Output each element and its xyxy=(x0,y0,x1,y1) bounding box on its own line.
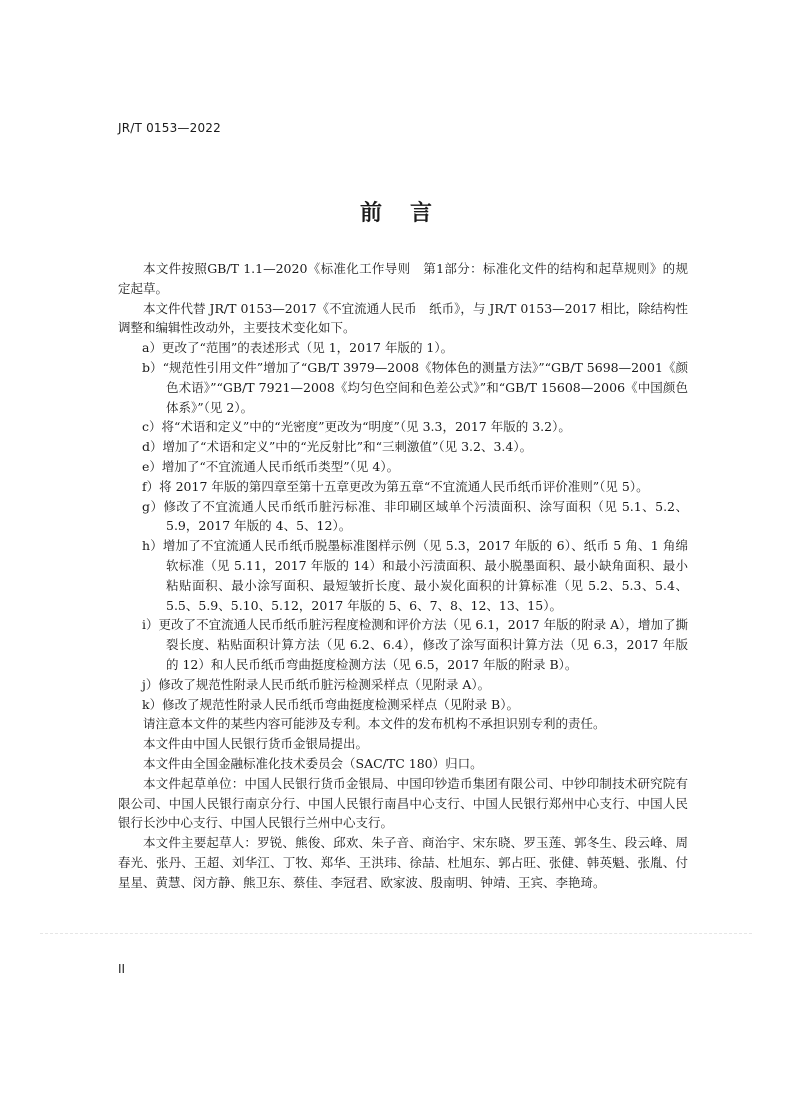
standard-code: JR/T 0153—2022 xyxy=(118,121,221,135)
foreword-body xyxy=(118,259,688,893)
patent-notice: 请注意本文件的某些内容可能涉及专利。本文件的发布机构不承担识别专利的责任。 xyxy=(143,716,606,732)
change-item: c）将“术语和定义”中的“光密度”更改为“明度”（见 3.3，2017 年版的 3.2）。 xyxy=(142,419,571,435)
intro-paragraph: 本文件代替 JR/T 0153—2017《不宜流通人民币 纸币》，与 JR/T 0153—2017 相比，除结构性调整和编辑性改动外，主要技术变化如下。 xyxy=(118,300,688,336)
proposer-paragraph: 本文件由中国人民银行货币金银局提出。 xyxy=(143,736,369,752)
change-item: a）更改了“范围”的表述形式（见 1，2017 年版的 1）。 xyxy=(142,340,454,356)
changes-list xyxy=(118,338,688,714)
drafting-units-paragraph: 本文件起草单位：中国人民银行货币金银局、中国印钞造币集团有限公司、中钞印制技术研究院有限公司、中国人民银行南京分行、中国人民银行南昌中心支行、中国人民银行郑州中心支行、中国人民银行长沙中心支行、中国人民银行兰州中心支行。 xyxy=(118,775,688,831)
change-item: j）修改了规范性附录人民币纸币脏污检测采样点（见附录 A）。 xyxy=(142,676,491,692)
change-item: d）增加了“术语和定义”中的“光反射比”和“三刺激值”（见 3.2、3.4）。 xyxy=(142,439,533,455)
drafters-paragraph: 本文件主要起草人：罗锐、熊俊、邱欢、朱子音、商治宇、宋东晓、罗玉莲、郭冬生、段云峰、周春光、张丹、王超、刘华江、丁牧、郑华、王洪玮、徐喆、杜旭东、郭占旺、张健、韩英魁、张胤、付星星、黄慧、闵方静、熊卫东、蔡佳、李冠君、欧家波、殷南明、钟靖、王宾、李艳琦。 xyxy=(118,835,688,890)
change-item: k）修改了规范性附录人民币纸币弯曲挺度检测采样点（见附录 B）。 xyxy=(142,696,519,712)
change-item: g）修改了不宜流通人民币纸币脏污标准、非印刷区域单个污渍面积、涂写面积（见 5.1、5.2、5.9，2017 年版的 4、5、12）。 xyxy=(142,498,688,534)
change-item: i）更改了不宜流通人民币纸币脏污程度检测和评价方法（见 6.1，2017 年版的附录 A），增加了撕裂长度、粘贴面积计算方法（见 6.2、6.4），修改了涂写面积计算方法（见 6.3，2017 年版的 12）和人民币纸币弯曲挺度检测方法（见 6.5，2017 年版的附录 B）。 xyxy=(142,617,688,672)
change-item: f）将 2017 年版的第四章至第十五章更改为第五章“不宜流通人民币纸币评价准则”（见 5）。 xyxy=(142,478,649,494)
footer-divider xyxy=(40,933,752,934)
committee-paragraph: 本文件由全国金融标准化技术委员会（SAC/TC 180）归口。 xyxy=(143,755,483,771)
change-item: e）增加了“不宜流通人民币纸币类型”（见 4）。 xyxy=(142,458,400,474)
change-item: h）增加了不宜流通人民币纸币脱墨标准图样示例（见 5.3，2017 年版的 6）、纸币 5 角、1 角绵软标准（见 5.11，2017 年版的 14）和最小污渍面积、最小脱墨面积、最小缺角面积、最小粘贴面积、最小涂写面积、最短皱折长度、最小炭化面积的计算标准（见 5.2、5.3、5.4、5.5、5.9、5.10、5.12，2017 年版的 5、6、7、8、12、13、15）。 xyxy=(142,538,688,613)
page-title: 前言 xyxy=(359,201,460,226)
change-item: b）“规范性引用文件”增加了“GB/T 3979—2008《物体色的测量方法》”“GB/T 5698—2001《颜色术语》”“GB/T 7921—2008《均匀色空间和色差公式》”和“GB/T 15608—2006《中国颜色体系》”（见 2）。 xyxy=(142,359,688,415)
page-number: II xyxy=(118,962,126,976)
intro-paragraph: 本文件按照GB/T 1.1—2020《标准化工作导则 第1部分：标准化文件的结构和起草规则》的规定起草。 xyxy=(118,261,688,296)
